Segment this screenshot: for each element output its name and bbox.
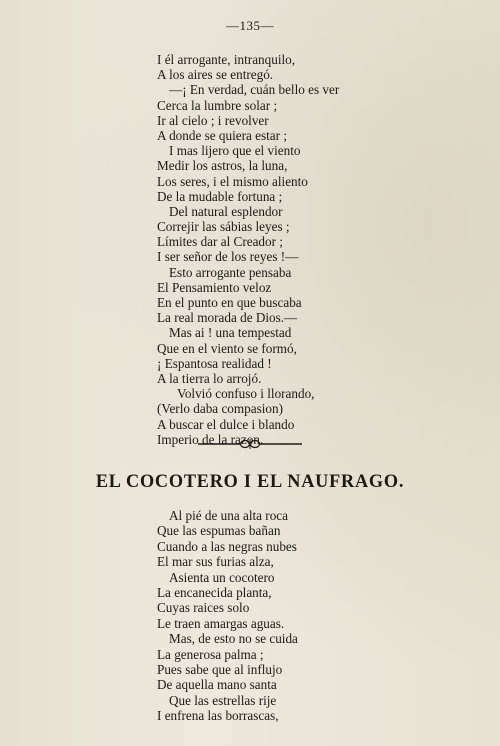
- verse-line: I enfrena las borrascas,: [157, 708, 279, 724]
- verse-line: Cuando a las negras nubes: [157, 538, 297, 554]
- verse-line: La generosa palma ;: [157, 646, 264, 662]
- verse-line: I ser señor de los reyes !—: [157, 249, 299, 265]
- verse-line: Esto arrogante pensaba: [169, 264, 292, 280]
- poem-title: EL COCOTERO I EL NAUFRAGO.: [95, 471, 405, 492]
- verse-line: (Verlo daba compasion): [157, 401, 283, 417]
- verse-line: A donde se quiera estar ;: [157, 127, 288, 143]
- verse-line: De la mudable fortuna ;: [157, 188, 283, 204]
- verse-line: ¡ Espantosa realidad !: [157, 355, 272, 371]
- verse-line: La real morada de Dios.—: [157, 310, 298, 326]
- verse-line: A buscar el dulce i blando: [157, 416, 295, 432]
- verse-line: Volvió confuso i llorando,: [177, 386, 315, 402]
- verse-line: Pues sabe que al influjo: [157, 661, 283, 677]
- verse-line: Del natural esplendor: [169, 203, 283, 219]
- verse-line: Mas ai ! una tempestad: [169, 325, 292, 341]
- verse-line: Ir al cielo ; i revolver: [157, 112, 269, 128]
- verse-line: Mas, de esto no se cuida: [169, 631, 298, 647]
- verse-line: La encanecida planta,: [157, 584, 272, 600]
- verse-line: Que las espumas bañan: [157, 523, 281, 539]
- verse-line: Cuyas raices solo: [157, 600, 250, 616]
- verse-line: A los aires se entregó.: [157, 67, 274, 83]
- verse-line: En el punto en que buscaba: [157, 295, 302, 310]
- verse-line: El Pensamiento veloz: [157, 279, 272, 295]
- verse-line: Cerca la lumbre solar ;: [157, 97, 278, 113]
- verse-line: Imperio de la razon.: [157, 431, 264, 447]
- verse-line: Medir los astros, la luna,: [157, 158, 288, 174]
- verse-line: El mar sus furias alza,: [157, 554, 274, 570]
- verse-line: Al pié de una alta roca: [169, 508, 288, 523]
- verse-line: I él arrogante, intranquilo,: [157, 52, 296, 67]
- verse-line: A la tierra lo arrojó.: [157, 370, 262, 386]
- verse-line: Que en el viento se formó,: [157, 340, 297, 356]
- verse-line: Límites dar al Creador ;: [157, 234, 283, 250]
- verse-line: Le traen amargas aguas.: [157, 615, 285, 631]
- verse-line: De aquella mano santa: [157, 677, 277, 693]
- verse-line: I mas lijero que el viento: [169, 143, 301, 159]
- poem-continuation: [157, 52, 339, 447]
- verse-line: —¡ En verdad, cuán bello es ver: [169, 82, 340, 98]
- verse-line: Que las estrellas rije: [169, 692, 277, 708]
- verse-line: Asienta un cocotero: [169, 569, 275, 585]
- poem-cocotero: [157, 508, 298, 723]
- verse-line: Correjir las sábias leyes ;: [157, 219, 290, 235]
- section-divider-ornament: [198, 438, 302, 450]
- verse-line: Los seres, i el mismo aliento: [157, 173, 308, 189]
- page-number: —135—: [226, 18, 274, 33]
